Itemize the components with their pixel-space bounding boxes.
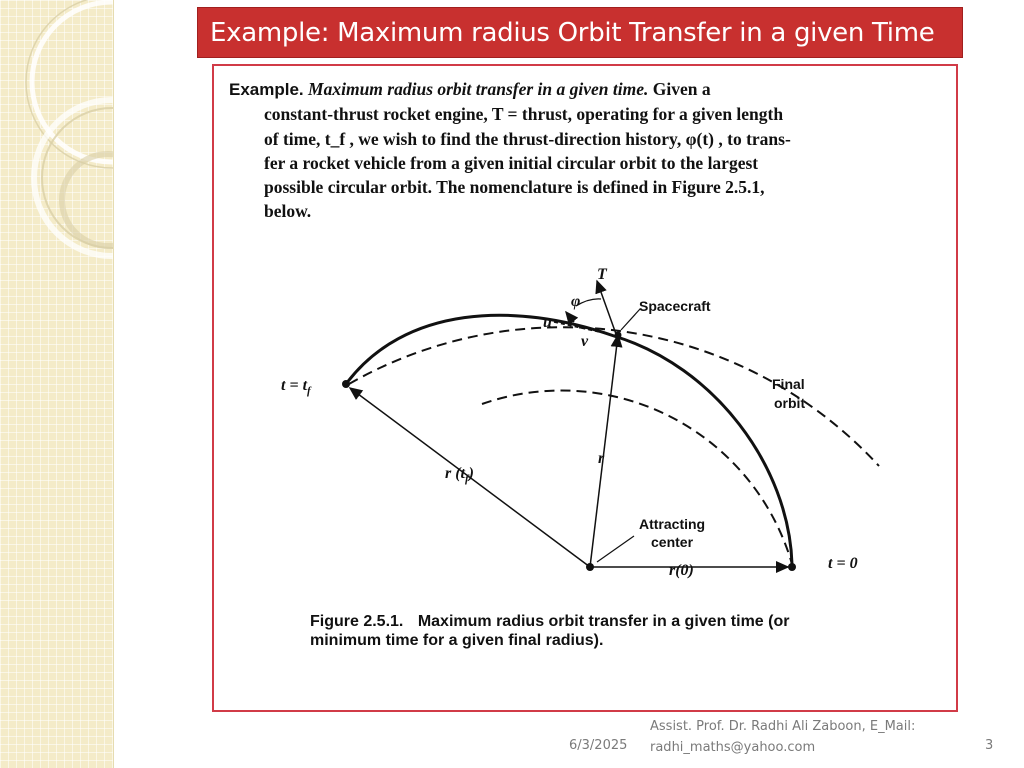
example-line-6: below.	[264, 201, 312, 222]
label-r0: r(0)	[669, 562, 694, 579]
decorative-side-strip	[0, 0, 114, 768]
example-line-1-rest: Given a	[652, 79, 711, 99]
label-u: u	[543, 314, 552, 331]
point-t0	[788, 563, 796, 571]
label-r-tf-subscript: f	[465, 473, 469, 485]
slide-title-bar	[197, 7, 963, 58]
label-final: Final	[772, 376, 805, 392]
point-t-tf	[342, 380, 350, 388]
footer-author	[650, 716, 950, 758]
caption-text-1: Maximum radius orbit transfer in a given time (or	[417, 613, 790, 630]
label-t-tf-main: t = t	[281, 377, 308, 394]
label-phi: φ	[571, 293, 581, 310]
example-line-5: possible circular orbit. The nomenclature is defined in Figure 2.5.1,	[264, 177, 765, 198]
thrust-vector	[597, 281, 616, 334]
figure-caption	[310, 612, 910, 650]
caption-text-2: minimum time for a given final radius).	[310, 632, 604, 649]
label-center: center	[651, 534, 694, 550]
label-r: r	[598, 450, 605, 467]
u-vector	[566, 312, 574, 322]
footer-page-number: 3	[985, 738, 994, 753]
decorative-rings	[0, 0, 113, 300]
slide-title: Example: Maximum radius Orbit Transfer in a given Time	[210, 17, 935, 48]
attracting-center-pointer	[597, 536, 634, 562]
example-lead: Example.	[229, 80, 304, 99]
initial-orbit-dashed-arc	[482, 390, 792, 564]
label-t-tf	[281, 377, 312, 397]
example-line-4: fer a rocket vehicle from a given initial circular orbit to the largest	[264, 152, 759, 173]
caption-line-1	[310, 612, 910, 631]
example-italic-title: Maximum radius orbit transfer in a given time.	[308, 79, 649, 99]
caption-number: Figure 2.5.1.	[310, 613, 404, 630]
point-spacecraft	[615, 332, 622, 339]
label-t0: t = 0	[828, 555, 858, 572]
label-t-tf-subscript: f	[307, 385, 311, 397]
content-frame	[212, 64, 958, 712]
label-T: T	[597, 266, 607, 283]
transfer-trajectory	[346, 315, 792, 564]
label-r-tf-main: r (t	[445, 465, 465, 482]
label-attracting: Attracting	[639, 516, 706, 532]
point-attracting-center	[586, 563, 594, 571]
label-r-tf	[445, 465, 474, 485]
label-r-tf-close: )	[468, 465, 474, 482]
footer-author-line-1: Assist. Prof. Dr. Radhi Ali Zaboon, E_Mail:	[650, 719, 916, 734]
label-spacecraft: Spacecraft	[639, 298, 711, 314]
label-v: v	[581, 333, 589, 350]
example-line-2: constant-thrust rocket engine, T = thrust, operating for a given length	[264, 104, 784, 125]
footer-author-line-2: radhi_maths@yahoo.com	[650, 740, 816, 755]
footer-date: 6/3/2025	[569, 738, 628, 753]
spacecraft-pointer	[621, 309, 640, 330]
example-line-3: of time, t_f , we wish to find the thrust-direction history, φ(t) , to trans-	[264, 128, 791, 149]
label-orbit: orbit	[774, 395, 806, 411]
